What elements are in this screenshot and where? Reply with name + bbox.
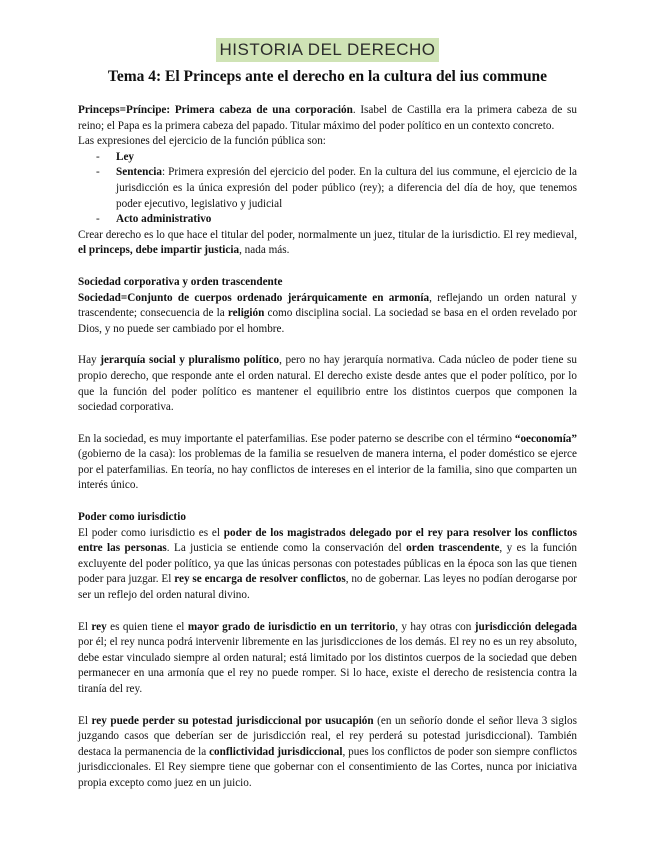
text: , pues los conflictos de poder son siempre conflictos jurisdiccionales. El Rey siempre tiene que gobernar con el consentimiento de las Cortes, nunca por iniciativa propia excepto como juez en un juicio. [78, 745, 577, 789]
sociedad-paragraph-2 [78, 353, 577, 415]
sociedad-paragraph-3 [78, 432, 577, 494]
bold-text: Ley [116, 150, 135, 163]
bold-text: jerarquía social y pluralismo político [100, 354, 280, 367]
text: , y es la función excluyente del poder político, ya que las únicas personas con potestades públicas en la época son las que tienen poder para juzgar. El [78, 542, 577, 586]
bold-text: poder de los magistrados delegado por el rey para resolver los conflictos entre las personas [78, 526, 578, 555]
text: es quien tiene el [106, 620, 188, 633]
text: (gobierno de la casa): los problemas de la familia se resuelven de manera interna, el poder doméstico se ejerce por el paterfamilias. En teoría, no hay conflictos de intereses en el interior de la familia, sino que comparten un interés único. [78, 448, 577, 492]
page-title: Tema 4: El Princeps ante el derecho en la cultura del ius commune [107, 68, 548, 85]
text: por él; el rey nunca podrá intervenir libremente en las jurisdicciones de los demás. El rey no es un rey absoluto, debe estar vinculado siempre al orden natural; está limitado por los distintos cuerpos de la sociedad que deben permanecer en una armonía que el rey no puede romper. Si lo hace, existe el derecho de resistencia contra la tiranía del rey. [78, 636, 577, 695]
poder-paragraph-2 [78, 620, 577, 698]
bold-text: rey se encarga de resolver conflictos [174, 573, 346, 586]
text: como disciplina social. La sociedad se basa en el orden revelado por Dios, y no puede ser cambiado por el hombre. [78, 307, 577, 335]
text: . Isabel de Castilla era la primera cabeza de su reino; el Papa es la primera cabeza del papado. Titular máximo del poder político en un contexto concreto. [78, 104, 577, 132]
bold-text: Sociedad=Conjunto de cuerpos ordenado jerárquicamente en armonía [78, 291, 430, 304]
bold-text: jurisdicción delegada [474, 620, 578, 633]
bold-text: religión [227, 307, 265, 320]
text: (en un señorío donde el señor lleva 3 siglos juzgando casos que deberían ser de jurisdicción real, el rey perderá su potestad jurisdiccional). También destaca la permanencia de la [78, 714, 577, 758]
function-list [78, 150, 577, 228]
bold-text: el princeps, debe impartir justicia [78, 244, 240, 257]
document-body [78, 103, 577, 792]
bold-text: rey puede perder su potestad jurisdiccional por usucapión [91, 714, 374, 727]
text: , reflejando un orden natural y trascendente; consecuencia de la [78, 291, 577, 320]
bold-text: Sentencia [116, 166, 162, 179]
poder-paragraph-3 [78, 714, 577, 792]
bold-text: Princeps=Príncipe: Primera cabeza de una corporación [78, 104, 353, 116]
bold-text: conflictividad jurisdiccional [209, 745, 343, 758]
section-heading-sociedad: Sociedad corporativa y orden trascendente [78, 275, 283, 288]
list-item [116, 150, 577, 166]
text: , y hay otras con [395, 620, 475, 633]
bold-text: “oeconomía” [514, 432, 577, 445]
bold-text: mayor grado de iurisdictio en un territorio [187, 620, 396, 633]
text: En la sociedad, es muy importante el paterfamilias. Ese poder paterno se describe con el término [78, 432, 515, 445]
sociedad-paragraph-1 [78, 291, 577, 338]
text: , nada más. [239, 244, 290, 257]
text: El [78, 714, 92, 727]
bold-text: Acto administrativo [116, 213, 212, 226]
bold-text: orden trascendente [406, 542, 500, 555]
text: El poder como iurisdictio es el [78, 526, 224, 539]
text: Crear derecho es lo que hace el titular del poder, normalmente un juez, titular de la iurisdictio. El rey medieval, [78, 228, 577, 241]
intro-paragraph-2: Las expresiones del ejercicio de la función pública son: [78, 135, 326, 148]
intro-paragraph-1 [78, 103, 577, 134]
bold-text: rey [91, 620, 107, 633]
list-item [116, 212, 577, 228]
text: : Primera expresión del ejercicio del poder. En la cultura del ius commune, el ejercicio de la jurisdicción es la única expresión del poder público (rey); a diferencia del día de hoy, que tenemos poder ejecutivo, legislativo y judicial [116, 166, 577, 210]
list-item [116, 165, 577, 212]
text: El [78, 620, 92, 633]
intro-paragraph-3 [78, 228, 577, 259]
text: . La justicia se entiende como la conservación del [166, 542, 407, 555]
section-heading-poder: Poder como iurisdictio [78, 511, 186, 524]
header-banner [0, 38, 655, 62]
text: , no de gobernar. Las leyes no podían derogarse por ser un reflejo del orden natural divino. [78, 573, 578, 602]
text: Hay [78, 354, 101, 367]
course-title: HISTORIA DEL DERECHO [216, 38, 440, 62]
poder-paragraph-1 [78, 526, 577, 604]
text: , pero no hay jerarquía normativa. Cada núcleo de poder tiene su propio derecho, que responde ante el orden natural. El derecho existe desde antes que el poder político, por lo que la función del poder político es mantener el equilibrio entre los distintos cuerpos que componen la sociedad corporativa. [78, 354, 578, 414]
